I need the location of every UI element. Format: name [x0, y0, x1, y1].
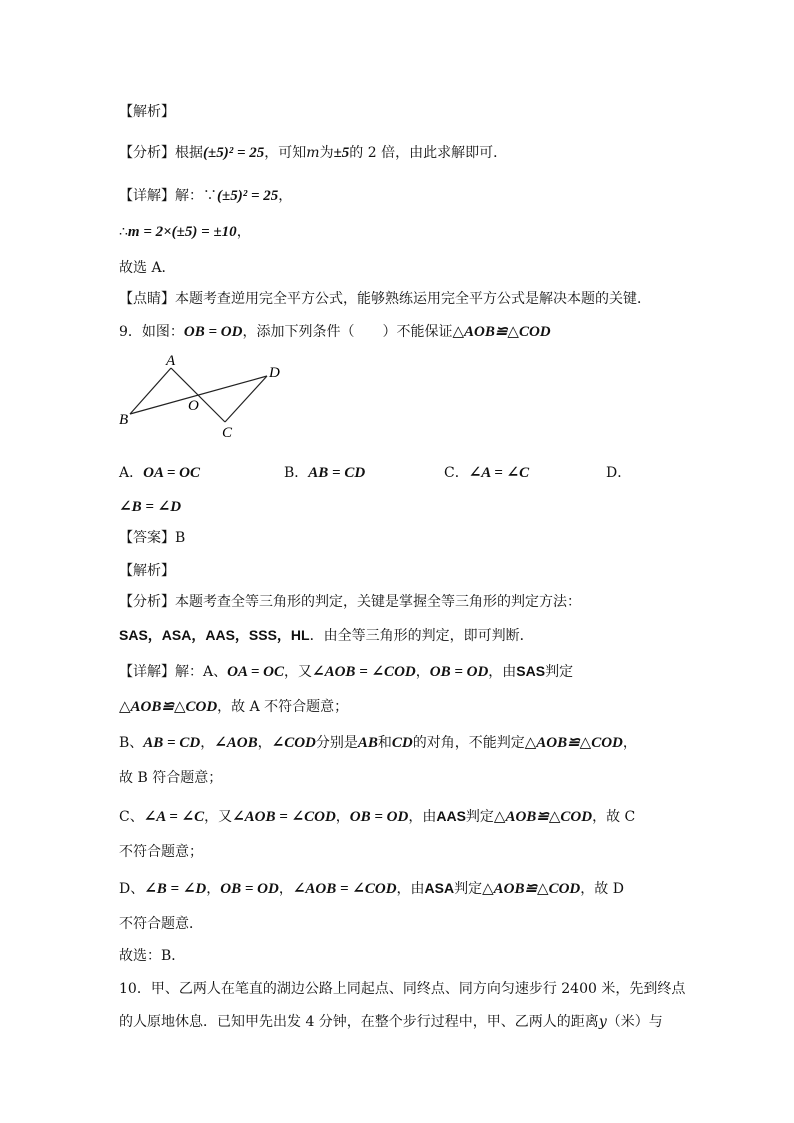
formula: △AOB≌△COD — [482, 881, 581, 897]
variable: m — [306, 145, 320, 161]
option-formula: ∠B = ∠D — [119, 499, 182, 515]
q9-detail-b — [119, 733, 637, 753]
text: 分别是 — [315, 735, 358, 751]
formula: ∠AOB = ∠COD — [292, 881, 397, 897]
formula: OB = OD — [429, 664, 489, 680]
q9-geometry-figure — [110, 352, 300, 444]
text: 的 2 倍，由此求解即可． — [349, 145, 508, 161]
q9-detail-a — [119, 661, 573, 682]
text: ，故 C — [592, 809, 636, 825]
formula: CD — [391, 735, 413, 751]
text: 和 — [377, 735, 392, 751]
text: ，又 — [284, 664, 313, 680]
point-label-B: B — [119, 412, 129, 428]
formula: SAS — [516, 663, 546, 679]
text: 解：A、 — [175, 664, 228, 680]
text: ， — [206, 881, 221, 897]
q9-detail-a-2 — [119, 697, 348, 717]
formula: ∠COD — [271, 735, 316, 751]
analysis-label: 【分析】 — [119, 145, 175, 161]
formula: AB = CD — [143, 735, 201, 751]
q8-analysis — [119, 143, 507, 163]
text: ， — [200, 735, 215, 751]
formula: ∠A = ∠C — [143, 809, 205, 825]
text: ， — [415, 664, 430, 680]
text: C、 — [119, 809, 144, 825]
q9-detail-d-2: 不符合题意． — [119, 916, 203, 932]
option-formula: AB = CD — [308, 465, 366, 481]
q9-detail-c-2: 不符合题意； — [119, 844, 203, 860]
formula: AB — [357, 735, 378, 751]
q9-jiexi-heading: 【解析】 — [119, 563, 175, 579]
q10-stem-line2 — [119, 1012, 663, 1032]
formula: △AOB≌△COD — [524, 735, 623, 751]
point-label-A: A — [166, 353, 176, 369]
text: ， — [257, 735, 272, 751]
text: （米）与 — [606, 1014, 663, 1030]
option-label: D． — [606, 465, 632, 481]
summary-text: 本题考查逆用完全平方公式，能够熟练运用完全平方公式是解决本题的关键． — [175, 291, 651, 307]
text: 判定 — [545, 664, 574, 680]
formula: (±5)² = 25 — [203, 145, 265, 161]
therefore-symbol: ∴ — [119, 224, 128, 240]
formula: OB = OD — [349, 809, 409, 825]
option-label: B． — [284, 465, 309, 481]
q8-detail-2 — [119, 222, 251, 242]
formula: ∠AOB = ∠COD — [232, 809, 336, 825]
q9-detail-d — [119, 878, 624, 899]
formula: ∠B = ∠D — [144, 881, 207, 897]
text: 为 — [319, 145, 334, 161]
text: ，由 — [488, 664, 517, 680]
formula: △AOB≌△COD — [493, 809, 593, 825]
text: ， — [335, 809, 350, 825]
methods-list: SAS，ASA，AAS，SSS，HL — [119, 627, 310, 643]
q9-answer: 【答案】B — [119, 530, 186, 546]
point-label-C: C — [222, 425, 233, 441]
text: ，故 D — [580, 881, 624, 897]
q8-choice: 故选 A． — [119, 260, 176, 276]
text: 的人原地休息．已知甲先出发 4 分钟，在整个步行过程中，甲、乙两人的距离 — [119, 1014, 599, 1030]
text: ，又 — [204, 809, 233, 825]
text: ， — [278, 881, 293, 897]
analysis-text: 本题考查全等三角形的判定，关键是掌握全等三角形的判定方法： — [175, 594, 581, 610]
q9-option-b — [284, 463, 365, 483]
segment-CD — [225, 376, 267, 422]
q9-stem — [119, 322, 551, 342]
formula: OA = OC — [227, 664, 285, 680]
formula: ∠AOB — [214, 735, 258, 751]
text: ， — [622, 735, 637, 751]
option-formula: ∠A = ∠C — [468, 465, 530, 481]
q9-option-c — [444, 463, 529, 483]
formula: ∠AOB = ∠COD — [312, 664, 416, 680]
text: 判定 — [454, 881, 483, 897]
q10-stem-line1: 10．甲、乙两人在笔直的湖边公路上同起点、同终点、同方向匀速步行 2400 米，先到终点 — [119, 981, 686, 997]
text: 的对角，不能判定 — [412, 735, 525, 751]
text: B、 — [119, 735, 144, 751]
point-label-D: D — [269, 365, 280, 381]
summary-label: 【点睛】 — [119, 291, 175, 307]
segment-AB — [130, 368, 171, 414]
detail-label: 【详解】 — [119, 188, 175, 204]
q8-summary — [119, 289, 651, 309]
text: ，由 — [396, 881, 425, 897]
formula: ASA — [424, 880, 455, 896]
q9-analysis — [119, 592, 581, 612]
text: D、 — [119, 881, 145, 897]
q8-jiexi-heading: 【解析】 — [119, 104, 175, 120]
text: ．由全等三角形的判定，即可判断． — [309, 628, 534, 644]
text: ，故 A 不符合题意； — [217, 699, 349, 715]
formula: ±5 — [333, 145, 350, 161]
detail-label: 【详解】 — [119, 664, 175, 680]
formula: △AOB≌△COD — [452, 324, 551, 340]
option-label: C． — [444, 465, 469, 481]
formula: (±5)² = 25 — [217, 188, 279, 204]
variable: y — [598, 1014, 607, 1030]
formula: AAS — [436, 808, 466, 824]
text: 根据 — [175, 145, 203, 161]
q9-option-d-formula — [119, 497, 181, 517]
text: ，由 — [408, 809, 437, 825]
text: ，添加下列条件（ ）不能保证 — [242, 324, 453, 340]
question-number: 9．如图： — [119, 324, 184, 340]
text: 解： — [175, 188, 203, 204]
formula: m = 2×(±5) = ±10 — [127, 224, 237, 240]
text: 判定 — [465, 809, 494, 825]
q9-detail-b-2: 故 B 符合题意； — [119, 770, 223, 786]
q9-detail-c — [119, 806, 635, 827]
analysis-label: 【分析】 — [119, 594, 175, 610]
text: ，可知 — [264, 145, 307, 161]
q8-detail — [119, 186, 292, 206]
formula: OB = OD — [220, 881, 279, 897]
because-symbol: ∵ — [203, 188, 217, 204]
point-label-O: O — [188, 398, 199, 414]
formula: OB = OD — [183, 324, 243, 340]
q9-methods — [119, 625, 534, 646]
q9-option-d — [606, 463, 631, 483]
text: ， — [278, 188, 293, 204]
q9-option-a — [119, 463, 200, 483]
q9-choice: 故选：B． — [119, 948, 186, 964]
option-formula: OA = OC — [143, 465, 201, 481]
text: ， — [236, 224, 251, 240]
formula: △AOB≌△COD — [119, 699, 218, 715]
option-label: A． — [119, 465, 144, 481]
